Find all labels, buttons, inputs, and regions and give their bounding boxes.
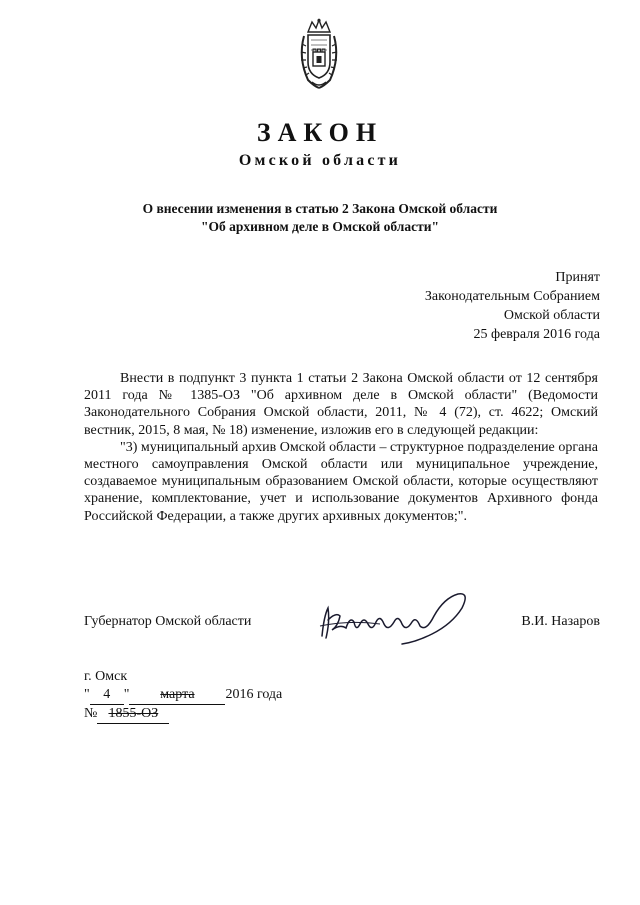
signatory-name: В.И. Назаров xyxy=(521,614,600,629)
date-month: марта xyxy=(129,686,225,705)
signatory-position: Губернатор Омской области xyxy=(84,614,252,629)
number-value: 1855-ОЗ xyxy=(97,705,169,724)
signing-date xyxy=(84,686,282,705)
adoption-line-1: Принят xyxy=(555,270,600,285)
document-title: ЗАКОН xyxy=(256,118,384,147)
body-paragraph-2: "3) муниципальный архив Омской области – структурное подразделение органа местного самоуправления Омской области или муниципальное учреждение, создаваемое муниципальным образованием Омской области, которые осуществляют хранение, комплектование, учет и использование документов Архивного фонда Российской Федерации, а также других архивных документов;". xyxy=(84,439,598,524)
quote-close: " xyxy=(123,687,130,702)
document-subtitle: Омской области xyxy=(238,152,402,169)
city: г. Омск xyxy=(84,669,128,684)
place-date-block xyxy=(84,668,282,724)
law-body xyxy=(84,370,598,525)
coat-of-arms-icon xyxy=(296,18,342,90)
body-paragraph-1: Внести в подпункт 3 пункта 1 статьи 2 Закона Омской области от 12 сентября 2011 года № 1385-ОЗ "Об архивном деле в Омской области" (Ведомости Законодательного Собрания Омской области, 2011, № 4 (72), ст. 4622; Омский вестник, 2015, 8 мая, № 18) изменение, изложив его в следующей редакции: xyxy=(84,371,598,438)
law-number xyxy=(84,705,282,724)
date-day: 4 xyxy=(90,686,124,705)
handwritten-signature xyxy=(310,586,480,650)
quote-open: " xyxy=(84,687,90,702)
adoption-line-3: Омской области xyxy=(503,308,600,323)
adoption-block xyxy=(425,268,600,344)
law-title-line-2: "Об архивном деле в Омской области" xyxy=(200,219,440,234)
date-year: 2016 года xyxy=(225,687,283,702)
law-title-line-1: О внесении изменения в статью 2 Закона Омской области xyxy=(142,201,498,216)
law-title xyxy=(0,200,640,236)
adoption-date: 25 февраля 2016 года xyxy=(473,327,600,342)
number-sign: № xyxy=(84,706,98,721)
adoption-line-2: Законодательным Собранием xyxy=(424,289,600,304)
